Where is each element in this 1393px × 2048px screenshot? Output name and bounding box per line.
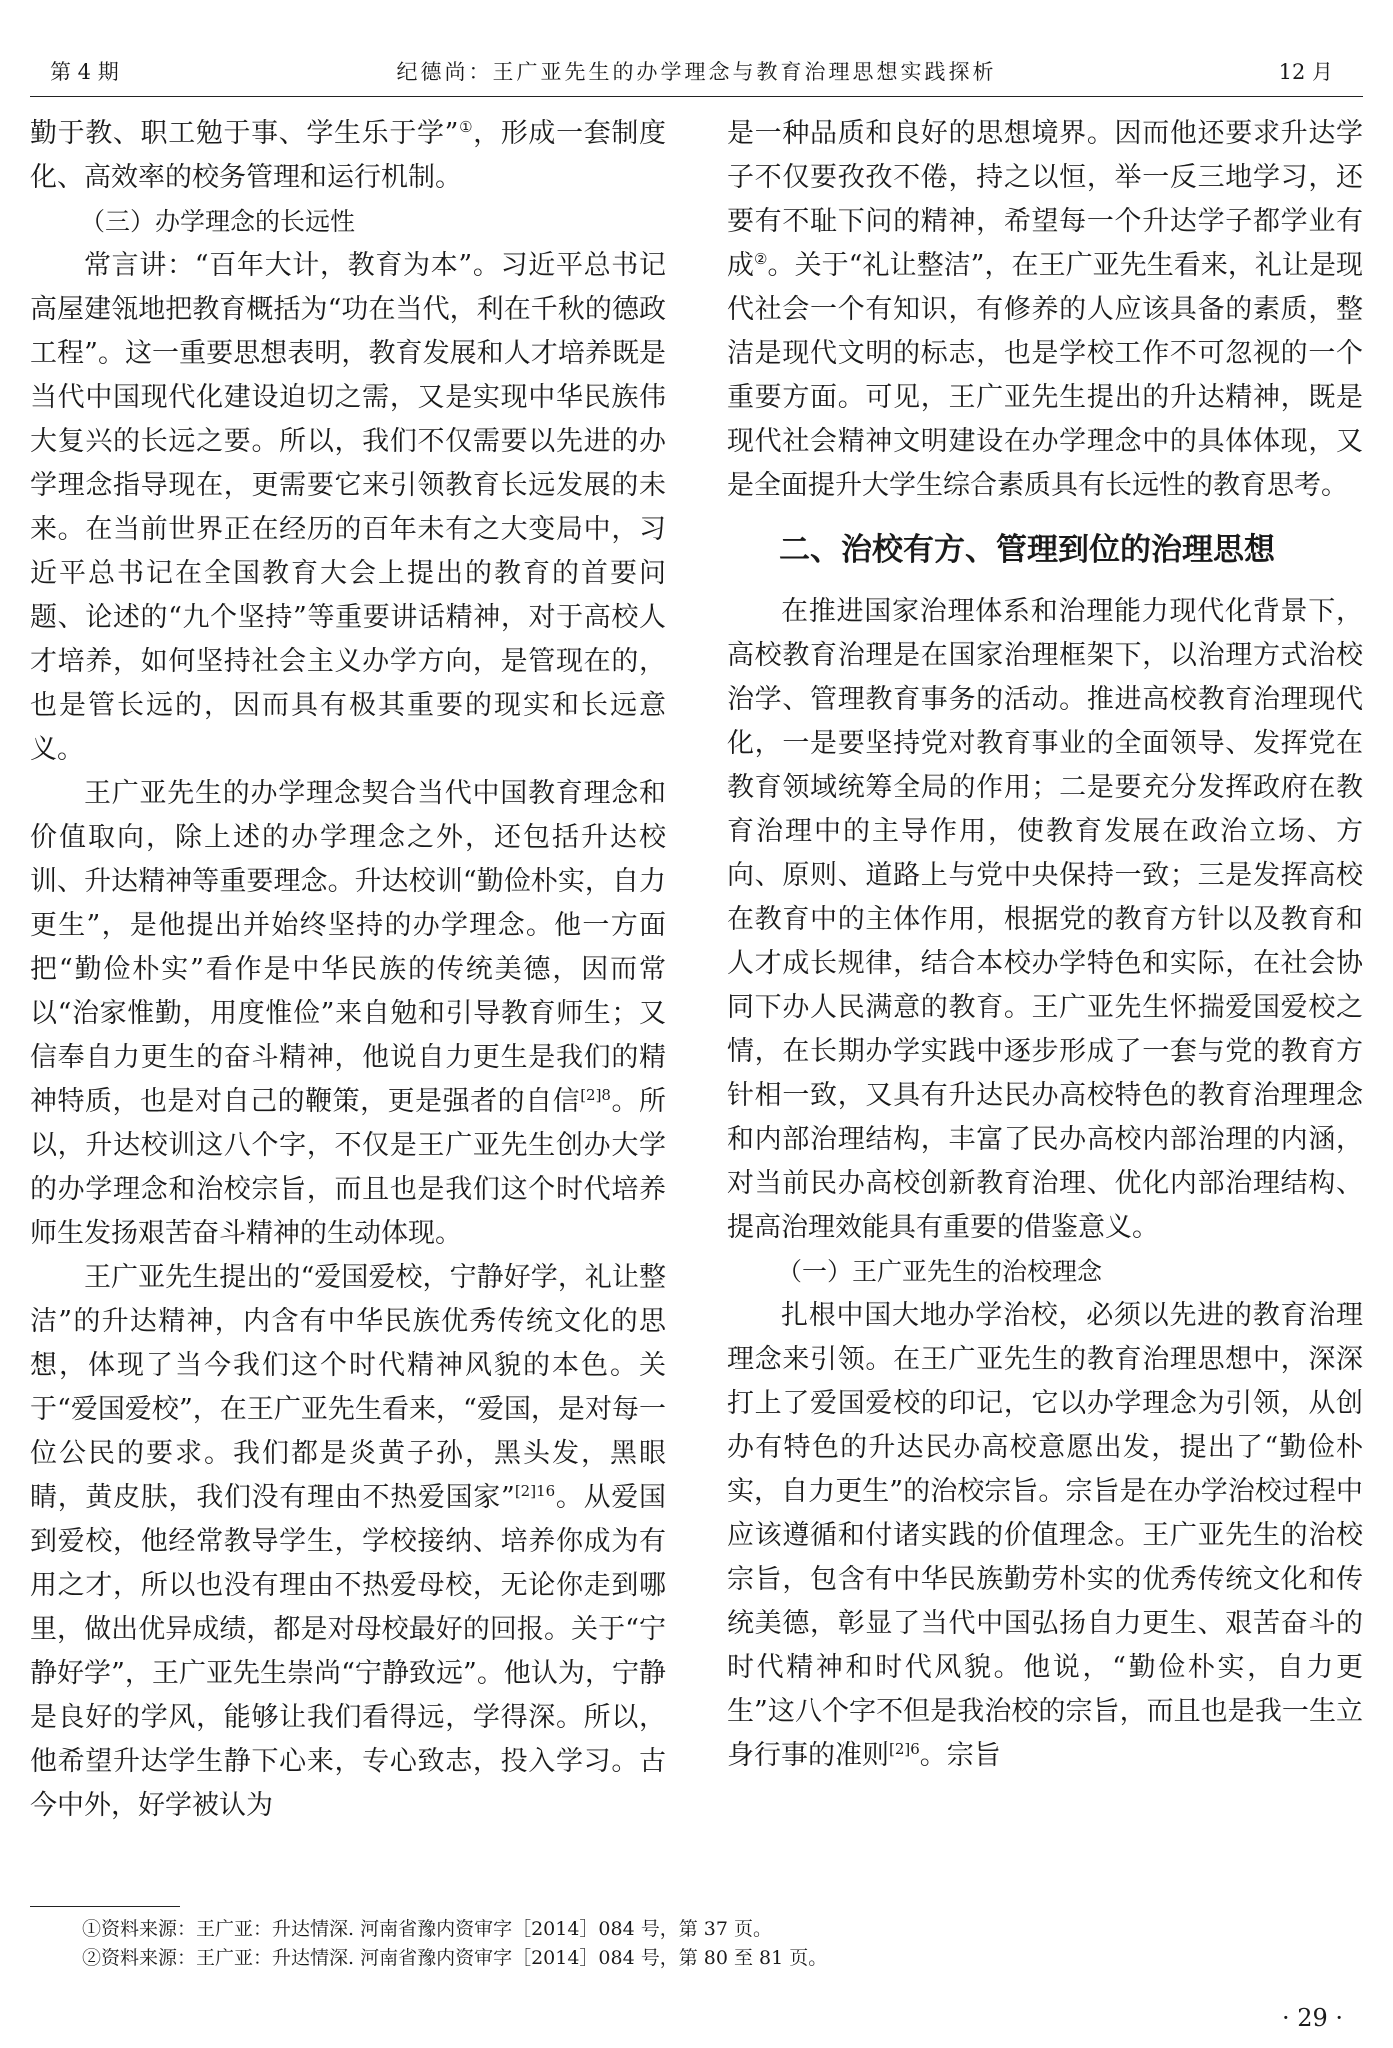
paragraph: 是一种品质和良好的思想境界。因而他还要求升达学子不仅要孜孜不倦，持之以恒，举一反三地学习，还要有不耻下问的精神，希望每一个升达学子都学业有成②。关于“礼让整洁”，在王广亚先生看来，礼让是现代社会一个有知识，有修养的人应该具备的素质，整洁是现代文明的标志，也是学校工作不可忽视的一个重要方面。可见，王广亚先生提出的升达精神，既是现代社会精神文明建设在办学理念中的具体体现，又是全面提升大学生综合素质具有长远性的教育思考。 [727,118,1364,501]
subsection-heading: （三）办学理念的长远性 [80,207,356,236]
left-column [30,112,666,1828]
page-number: · 29 · [1281,2004,1343,2032]
paragraph: 王广亚先生提出的“爱国爱校，宁静好学，礼让整洁”的升达精神，内含有中华民族优秀传统文化的思想，体现了当今我们这个时代精神风貌的本色。关于“爱国爱校”，在王广亚先生看来，“爱国，是对每一位公民的要求。我们都是炎黄子孙，黑头发，黑眼睛，黄皮肤，我们没有理由不热爱国家”$^{[2]16}$。从爱国到爱校，他经常教导学生，学校接纳、培养你成为有用之才，所以也没有理由不热爱母校，无论你走到哪里，做出优异成绩，都是对母校最好的回报。关于“宁静好学”，王广亚先生崇尚“宁静致远”。他认为，宁静是良好的学风，能够让我们看得远，学得深。所以，他希望升达学生静下心来，专心致志，投入学习。古今中外，好学被认为 [30,1262,666,1821]
paragraph: 王广亚先生的办学理念契合当代中国教育理念和价值取向，除上述的办学理念之外，还包括升达校训、升达精神等重要理念。升达校训“勤俭朴实，自力更生”，是他提出并始终坚持的办学理念。他一方面把“勤俭朴实”看作是中华民族的传统美德，因而常以“治家惟勤，用度惟俭”来自勉和引导教育师生；又信奉自力更生的奋斗精神，他说自力更生是我们的精神特质，也是对自己的鞭策，更是强者的自信$^{[2]8}$。所以，升达校训这八个字，不仅是王广亚先生创办大学的办学理念和治校宗旨，而且也是我们这个时代培养师生发扬艰苦奋斗精神的生动体现。 [30,778,667,1249]
paragraph: 常言讲：“百年大计，教育为本”。习近平总书记高屋建瓴地把教育概括为“功在当代，利在千秋的德政工程”。这一重要思想表明，教育发展和人才培养既是当代中国现代化建设迫切之需，又是实现中华民族伟大复兴的长远之要。所以，我们不仅需要以先进的办学理念指导现在，更需要它来引领教育长远发展的未来。在当前世界正在经历的百年未有之大变局中，习近平总书记在全国教育大会上提出的教育的首要问题、论述的“九个坚持”等重要讲话精神，对于高校人才培养，如何坚持社会主义办学方向，是管现在的，也是管长远的，因而具有极其重要的现实和长远意义。 [30,250,666,765]
footnote-ref[interactable]: ② [754,250,768,268]
citation-ref[interactable]: [2]16 [514,1482,556,1500]
paragraph: 在推进国家治理体系和治理能力现代化背景下，高校教育治理是在国家治理框架下，以治理方式治校治学、管理教育事务的活动。推进高校教育治理现代化，一是要坚持党对教育事业的全面领导、发挥党在教育领域统筹全局的作用；二是要充分发挥政府在教育治理中的主导作用，使教育发展在政治立场、方向、原则、道路上与党中央保持一致；三是发挥高校在教育中的主体作用，根据党的教育方针以及教育和人才成长规律，结合本校办学特色和实际，在社会协同下办人民满意的教育。王广亚先生怀揣爱国爱校之情，在长期办学实践中逐步形成了一套与党的教育方针相一致，又具有升达民办高校特色的教育治理理念和内部治理结构，丰富了民办高校内部治理的内涵，对当前民办高校创新教育治理、优化内部治理结构、提高治理效能具有重要的借鉴意义。 [727,596,1363,1243]
footnotes [30,1906,930,1973]
subsection-heading: （一）王广亚先生的治校理念 [777,1257,1103,1286]
paragraph: 勤于教、职工勉于事、学生乐于学”①，形成一套制度化、高效率的校务管理和运行机制。 [30,118,666,193]
paragraph: 扎根中国大地办学治校，必须以先进的教育治理理念来引领。在王广亚先生的教育治理思想中，深深打上了爱国爱校的印记，它以办学理念为引领，从创办有特色的升达民办高校意愿出发，提出了“勤俭朴实，自力更生”的治校宗旨。宗旨是在办学治校过程中应该遵循和付诸实践的价值理念。王广亚先生的治校宗旨，包含有中华民族勤劳朴实的优秀传统文化和传统美德，彰显了当代中国弘扬自力更生、艰苦奋斗的时代精神和时代风貌。他说，“勤俭朴实，自力更生”这八个字不但是我治校的宗旨，而且也是我一生立身行事的准则$^{[2]6}$。宗旨 [727,1300,1363,1771]
issue-number: 第 4 期 [50,60,119,84]
citation-ref[interactable]: [2]6 [889,1740,920,1758]
section-heading: 二、治校有方、管理到位的治理思想 [779,532,1275,568]
footnote: ②资料来源：王广亚：升达情深. 河南省豫内资审字［2014］084 号，第 80 至 81 页。 [82,1947,828,1969]
running-title: 纪德尚：王广亚先生的办学理念与教育治理思想实践探析 [396,60,997,84]
running-header [30,46,1363,97]
citation-ref[interactable]: [2]8 [580,1086,611,1104]
footnote-divider [30,1906,180,1907]
footnote: ①资料来源：王广亚：升达情深. 河南省豫内资审字［2014］084 号，第 37 页。 [82,1918,772,1940]
footnote-ref[interactable]: ① [458,118,474,136]
issue-month: 12 月 [1278,60,1333,84]
right-column [727,112,1363,1778]
